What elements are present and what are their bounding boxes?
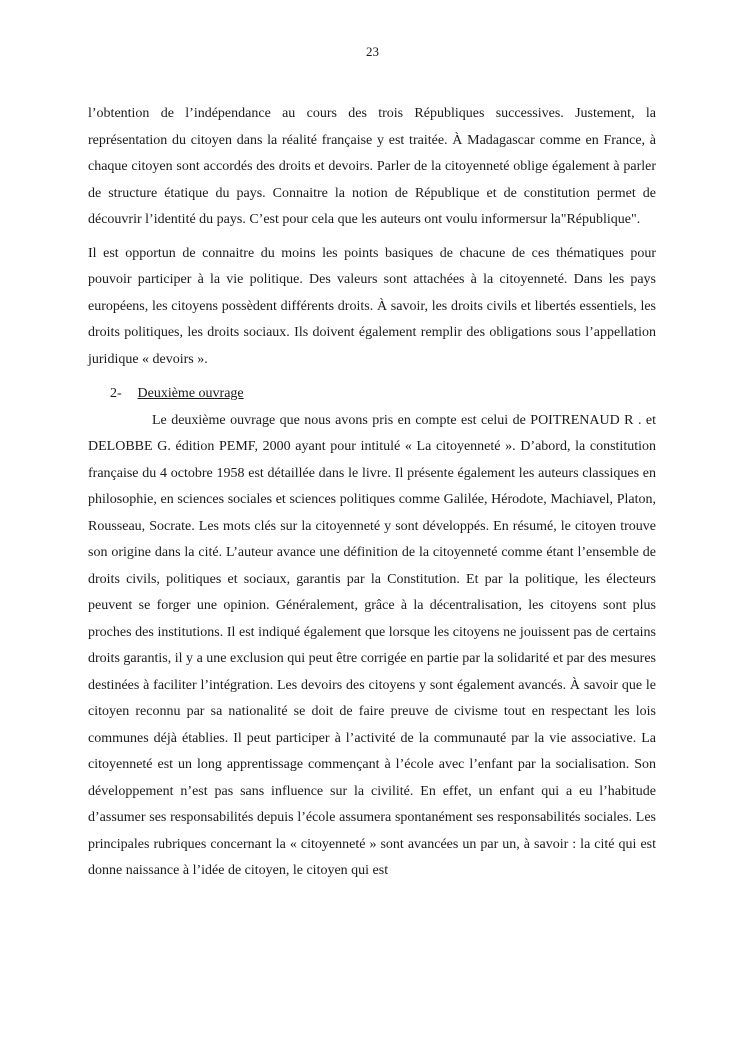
body-text xyxy=(88,101,656,885)
paragraph-basics: Il est opportun de connaitre du moins les points basiques de chacune de ces thématiques pour pouvoir participer à la vie politique. Des valeurs sont attachées à la citoyenneté. Dans les pays européens, les citoyens possèdent différents droits. À savoir, les droits civils et libertés essentiels, les droits politiques, les droits sociaux. Ils doivent également remplir des obligations sous l’appellation juridique « devoirs ». xyxy=(88,245,656,367)
page-number: 23 xyxy=(366,44,379,59)
section-heading xyxy=(110,381,656,408)
paragraph-second-work: Le deuxième ouvrage que nous avons pris en compte est celui de POITRENAUD R . et DELOBBE G. édition PEMF, 2000 ayant pour intitulé « La citoyenneté ». D’abord, la constitution française du 4 octobre 1958 est détaillée dans le livre. Il présente également les auteurs classiques en philosophie, en sciences sociales et sciences politiques comme Galilée, Hérodote, Machiavel, Platon, Rousseau, Socrate. Les mots clés sur la citoyenneté y sont développés. En résumé, le citoyen trouve son origine dans la cité. L’auteur avance une définition de la citoyenneté comme étant l’ensemble de droits civils, politiques et sociaux, garantis par la Constitution. Et par la politique, les électeurs peuvent se forger une opinion. Généralement, grâce à la décentralisation, les citoyens sont plus proches des institutions. Il est indiqué également que lorsque les citoyens ne jouissent pas de certains droits garantis, il y a une exclusion qui peut être corrigée en partie par la solidarité et par des mesures destinées à faciliter l’intégration. Les devoirs des citoyens y sont également avancés. À savoir que le citoyen reconnu par sa nationalité se doit de faire preuve de civisme tout en respectant les lois communes déjà établies. Il peut participer à l’activité de la communauté par la vie associative. La citoyenneté est un long apprentissage commençant à l’école avec l’enfant par la socialisation. Son développement n’est pas sans influence sur la civilité. En effet, un enfant qui a eu l’habitude d’assumer ses responsabilités depuis l’école assumera spontanément ses responsabilités sociales. Les principales rubriques concernant la « citoyenneté » sont avancées un par un, à savoir : la cité qui est donne naissance à l’idée de citoyen, le citoyen qui est xyxy=(88,412,656,878)
paragraph-intro-continuation: l’obtention de l’indépendance au cours des trois Républiques successives. Justement, la représentation du citoyen dans la réalité française y est traitée. À Madagascar comme en France, à chaque citoyen sont accordés des droits et devoirs. Parler de la citoyenneté oblige également à parler de structure étatique du pays. Connaitre la notion de République et de constitution permet de découvrir l’identité du pays. C’est pour cela que les auteurs ont voulu informersur la"République". xyxy=(88,106,656,227)
section-number: 2- xyxy=(110,386,122,401)
section-title: Deuxième ouvrage xyxy=(137,386,244,401)
